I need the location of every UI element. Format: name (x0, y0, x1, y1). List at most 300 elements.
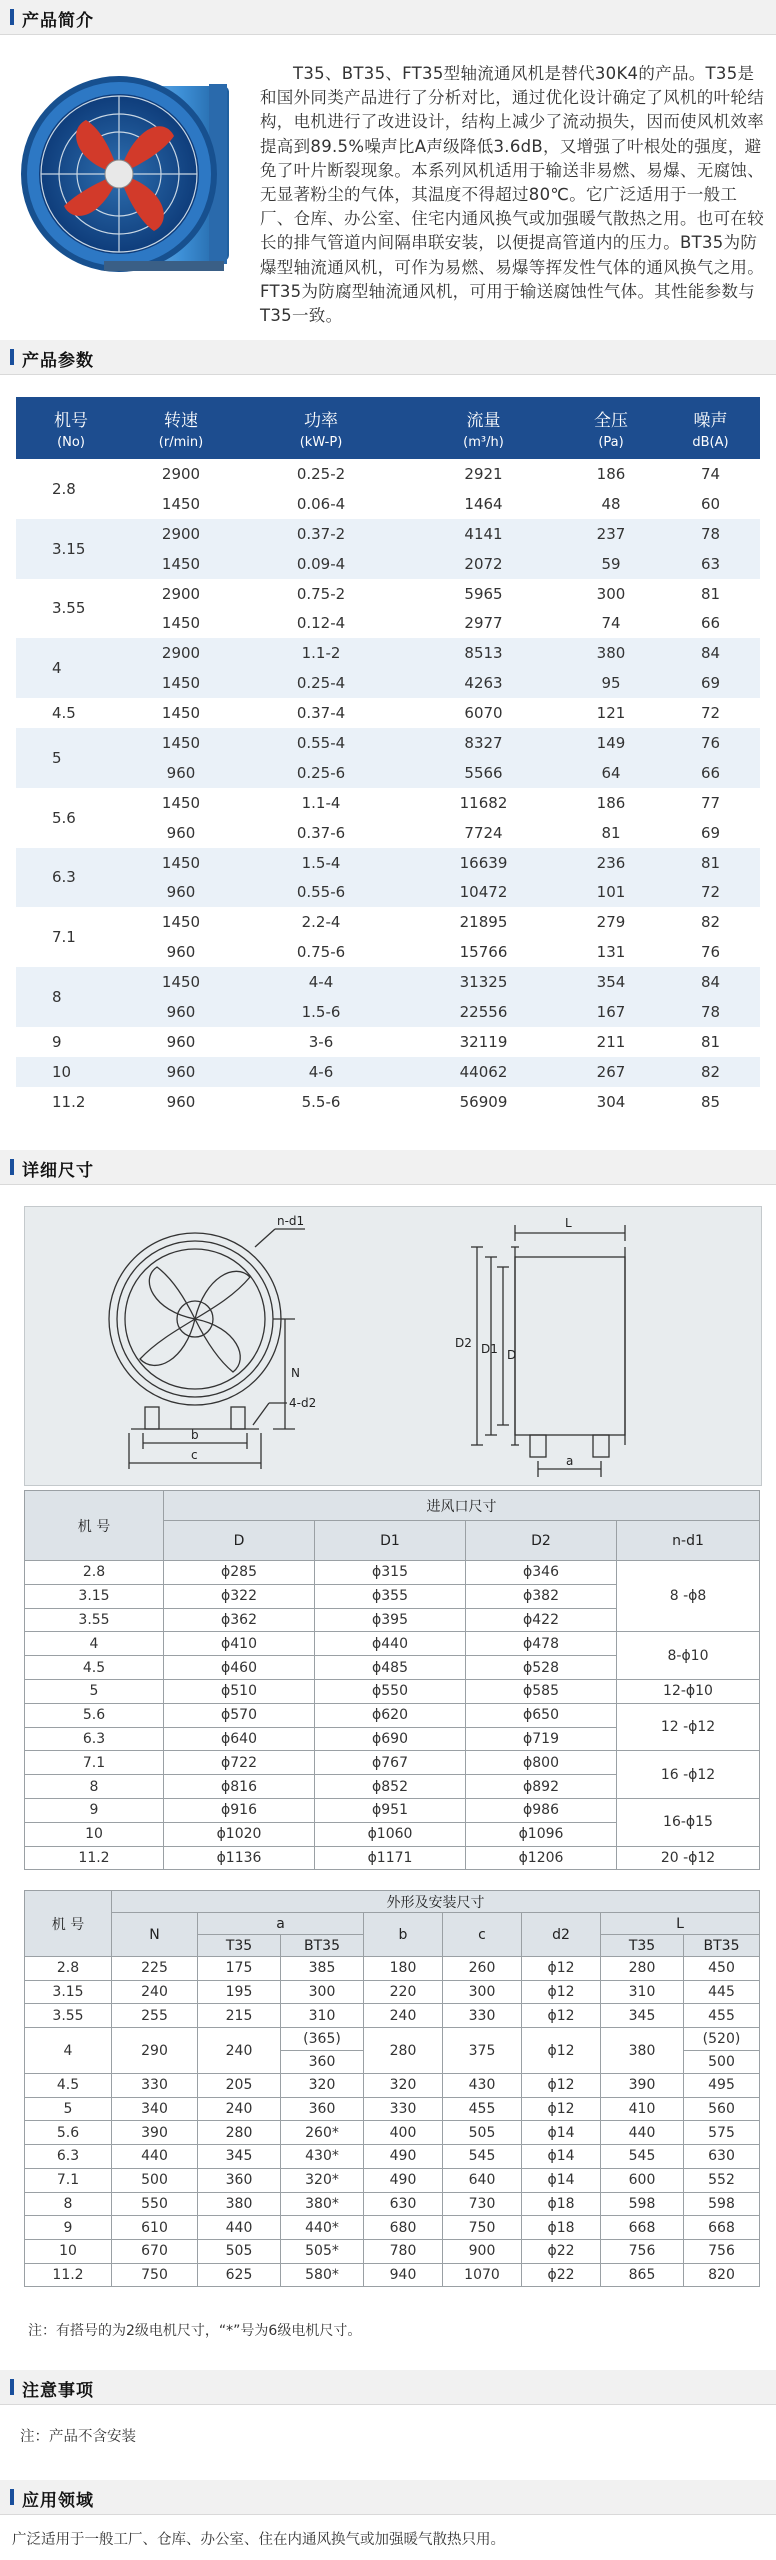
outline-cell: 8 (25, 2192, 112, 2216)
outline-cell: 380* (281, 2192, 364, 2216)
outline-header-c: c (443, 1913, 522, 1957)
outline-cell: 940 (364, 2263, 443, 2287)
param-cell: 21895 (406, 907, 561, 937)
outline-cell: 455 (443, 2097, 522, 2121)
outline-cell: ϕ12 (522, 2074, 601, 2098)
application-text: 广泛适用于一般工厂、仓库、办公室、住在内通风换气或加强暖气散热只用。 (12, 2532, 505, 2548)
param-row (16, 818, 760, 848)
param-cell: 81 (561, 818, 661, 848)
outline-header-a: a (198, 1913, 364, 1935)
outline-cell: 545 (601, 2145, 684, 2169)
inlet-cell: ϕ719 (466, 1727, 617, 1751)
inlet-cell: 4.5 (25, 1656, 164, 1680)
outline-cell: 6.3 (25, 2145, 112, 2169)
outline-cell: 205 (198, 2074, 281, 2098)
param-model-no: 7.1 (16, 907, 126, 967)
param-cell: 81 (661, 1027, 760, 1057)
param-model-no: 3.55 (16, 579, 126, 639)
inlet-cell: ϕ422 (466, 1608, 617, 1632)
inlet-cell: 2.8 (25, 1561, 164, 1585)
param-cell: 78 (661, 997, 760, 1027)
outline-cell: (365) 360 (281, 2028, 364, 2074)
outline-cell: 390 (601, 2074, 684, 2098)
outline-cell: ϕ14 (522, 2121, 601, 2145)
outline-cell: 598 (601, 2192, 684, 2216)
param-cell: 69 (661, 818, 760, 848)
outline-cell: 240 (364, 2004, 443, 2028)
outline-cell: 440 (601, 2121, 684, 2145)
param-row (16, 459, 760, 489)
label-D2: D2 (455, 1336, 472, 1350)
label-D: D (507, 1348, 517, 1362)
param-cell: 267 (561, 1057, 661, 1087)
param-cell: 2.2-4 (236, 907, 406, 937)
param-cell: 354 (561, 967, 661, 997)
inlet-cell: 3.15 (25, 1584, 164, 1608)
param-cell: 82 (661, 907, 760, 937)
inlet-cell: ϕ285 (164, 1561, 315, 1585)
inlet-cell: ϕ478 (466, 1632, 617, 1656)
section-header-application (0, 2480, 776, 2515)
outline-row (25, 2145, 760, 2169)
inlet-dimensions-table (24, 1490, 760, 1870)
param-cell: 84 (661, 638, 760, 668)
param-cell: 2900 (126, 459, 236, 489)
outline-dimensions-table (24, 1890, 760, 2287)
outline-cell: 430* (281, 2145, 364, 2169)
param-cell: 960 (126, 1057, 236, 1087)
section-header-params (0, 340, 776, 375)
label-d2: 4-d2 (289, 1396, 317, 1410)
param-header-2: 功率 (kW-P) (236, 397, 406, 459)
outline-row (25, 1980, 760, 2004)
outline-cell: 300 (281, 1980, 364, 2004)
param-cell: 31325 (406, 967, 561, 997)
param-header-5: 噪声 dB(A) (661, 397, 760, 459)
param-cell: 1.1-2 (236, 638, 406, 668)
param-cell: 6070 (406, 698, 561, 728)
inlet-cell: 6.3 (25, 1727, 164, 1751)
outline-cell: 340 (112, 2097, 198, 2121)
outline-cell: 750 (443, 2216, 522, 2240)
outline-cell: 575 (684, 2121, 760, 2145)
param-cell: 66 (661, 608, 760, 638)
param-cell: 66 (661, 758, 760, 788)
outline-cell: 780 (364, 2239, 443, 2263)
param-cell: 1.1-4 (236, 788, 406, 818)
outline-cell: ϕ14 (522, 2145, 601, 2169)
inlet-row (25, 1798, 760, 1822)
outline-row (25, 2168, 760, 2192)
outline-cell: 9 (25, 2216, 112, 2240)
param-cell: 10472 (406, 877, 561, 907)
outline-cell: 410 (601, 2097, 684, 2121)
param-cell: 186 (561, 788, 661, 818)
param-cell: 74 (661, 459, 760, 489)
inlet-cell: ϕ346 (466, 1561, 617, 1585)
outline-cell: 380 (601, 2028, 684, 2074)
outline-cell: 730 (443, 2192, 522, 2216)
outline-cell: 495 (684, 2074, 760, 2098)
outline-cell: 330 (364, 2097, 443, 2121)
inlet-row (25, 1703, 760, 1727)
outline-cell: 2.8 (25, 1957, 112, 1981)
label-c: c (191, 1448, 198, 1462)
outline-header-no: 机 号 (25, 1891, 112, 1957)
outline-cell: 630 (364, 2192, 443, 2216)
outline-cell: 865 (601, 2263, 684, 2287)
notes-text: 注：产品不含安装 (20, 2429, 136, 2445)
outline-cell: 900 (443, 2239, 522, 2263)
param-row (16, 907, 760, 937)
param-cell: 0.06-4 (236, 489, 406, 519)
param-row (16, 579, 760, 609)
outline-cell: 360 (281, 2097, 364, 2121)
inlet-cell: ϕ852 (315, 1775, 466, 1799)
outline-cell: 610 (112, 2216, 198, 2240)
section-title: 详细尺寸 (22, 1161, 94, 1181)
param-cell: 8513 (406, 638, 561, 668)
outline-cell: 375 (443, 2028, 522, 2074)
outline-header-l-t35: T35 (601, 1935, 684, 1957)
param-cell: 72 (661, 877, 760, 907)
param-cell: 64 (561, 758, 661, 788)
inlet-cell: ϕ485 (315, 1656, 466, 1680)
param-cell: 77 (661, 788, 760, 818)
outline-cell: 310 (601, 1980, 684, 2004)
inlet-header-D: D (164, 1521, 315, 1561)
outline-cell: 505 (198, 2239, 281, 2263)
param-cell: 236 (561, 848, 661, 878)
param-cell: 81 (661, 848, 760, 878)
param-cell: 0.55-6 (236, 877, 406, 907)
outline-cell: ϕ12 (522, 1980, 601, 2004)
param-row (16, 608, 760, 638)
param-cell: 1450 (126, 668, 236, 698)
param-cell: 5965 (406, 579, 561, 609)
param-row (16, 1057, 760, 1087)
label-L: L (565, 1216, 572, 1230)
outline-cell: 280 (198, 2121, 281, 2145)
param-row (16, 788, 760, 818)
outline-header-a-t35: T35 (198, 1935, 281, 1957)
param-cell: 960 (126, 997, 236, 1027)
inlet-cell: ϕ1020 (164, 1822, 315, 1846)
outline-cell: 560 (684, 2097, 760, 2121)
outline-cell: 552 (684, 2168, 760, 2192)
outline-header-group: 外形及安装尺寸 (112, 1891, 760, 1913)
outline-cell: 5.6 (25, 2121, 112, 2145)
param-cell: 1450 (126, 489, 236, 519)
inlet-cell: ϕ585 (466, 1679, 617, 1703)
inlet-header-nd1: n-d1 (617, 1521, 760, 1561)
outline-cell: 240 (198, 2028, 281, 2074)
inlet-cell: ϕ892 (466, 1775, 617, 1799)
param-cell: 74 (561, 608, 661, 638)
inlet-cell: ϕ460 (164, 1656, 315, 1680)
outline-cell: 668 (601, 2216, 684, 2240)
param-model-no: 9 (16, 1027, 126, 1057)
outline-cell: 505 (443, 2121, 522, 2145)
parameters-table (16, 397, 760, 1117)
param-cell: 0.37-6 (236, 818, 406, 848)
outline-cell: (520) 500 (684, 2028, 760, 2074)
param-row (16, 638, 760, 668)
param-cell: 4-4 (236, 967, 406, 997)
dimension-drawing (24, 1206, 762, 1486)
param-cell: 1.5-4 (236, 848, 406, 878)
outline-cell: 310 (281, 2004, 364, 2028)
param-cell: 186 (561, 459, 661, 489)
outline-cell: 668 (684, 2216, 760, 2240)
param-cell: 82 (661, 1057, 760, 1087)
outline-cell: 490 (364, 2168, 443, 2192)
inlet-cell: 9 (25, 1798, 164, 1822)
label-b: b (191, 1428, 199, 1442)
param-cell: 1450 (126, 698, 236, 728)
param-cell: 0.25-4 (236, 668, 406, 698)
param-cell: 2900 (126, 638, 236, 668)
outline-cell: 440* (281, 2216, 364, 2240)
param-cell: 211 (561, 1027, 661, 1057)
param-cell: 121 (561, 698, 661, 728)
param-cell: 85 (661, 1087, 760, 1117)
param-cell: 131 (561, 937, 661, 967)
param-cell: 0.37-4 (236, 698, 406, 728)
inlet-nd1-cell: 8 -ϕ8 (617, 1561, 760, 1632)
param-cell: 11682 (406, 788, 561, 818)
param-cell: 304 (561, 1087, 661, 1117)
section-header-details (0, 1150, 776, 1185)
outline-cell: 455 (684, 2004, 760, 2028)
param-row (16, 1027, 760, 1057)
outline-cell: 490 (364, 2145, 443, 2169)
outline-row (25, 2004, 760, 2028)
param-cell: 0.75-6 (236, 937, 406, 967)
param-cell: 0.09-4 (236, 549, 406, 579)
param-cell: 960 (126, 1027, 236, 1057)
outline-row (25, 2028, 760, 2074)
dimension-drawing-svg (25, 1207, 761, 1485)
outline-cell: 320* (281, 2168, 364, 2192)
param-cell: 237 (561, 519, 661, 549)
param-cell: 81 (661, 579, 760, 609)
inlet-row (25, 1632, 760, 1656)
inlet-cell: ϕ1096 (466, 1822, 617, 1846)
inlet-cell: ϕ440 (315, 1632, 466, 1656)
inlet-cell: 5 (25, 1679, 164, 1703)
outline-cell: 280 (601, 1957, 684, 1981)
inlet-row (25, 1679, 760, 1703)
param-model-no: 3.15 (16, 519, 126, 579)
param-cell: 84 (661, 967, 760, 997)
outline-cell: 5 (25, 2097, 112, 2121)
inlet-nd1-cell: 8-ϕ10 (617, 1632, 760, 1680)
outline-cell: 750 (112, 2263, 198, 2287)
outline-cell: 380 (198, 2192, 281, 2216)
outline-cell: 330 (443, 2004, 522, 2028)
outline-cell: 10 (25, 2239, 112, 2263)
inlet-cell: ϕ916 (164, 1798, 315, 1822)
outline-header-a-bt35: BT35 (281, 1935, 364, 1957)
intro-description: T35、BT35、FT35型轴流通风机是替代30K4的产品。T35是和国外同类产品进行了分析对比，通过优化设计确定了风机的叶轮结构，电机进行了改进设计，结构上减少了流动损失，因而使风机效率提高到89.5%噪声比A声级降低3.6dB，又增强了叶根处的强度，避免了叶片断裂现象。本系列风机适用于输送非易燃、易爆、无腐蚀、无显著粉尘的气体，其温度不得超过80℃。它广泛适用于一般工厂、仓库、办公室、住宅内通风换气或加强暖气散热之用。也可在较长的排气管道内间隔串联安装，以便提高管道内的压力。BT35为防爆型轴流通风机，可作为易燃、易爆等挥发性气体的通风换气之用。FT35为防腐型轴流通风机，可用于输送腐蚀性气体。其性能参数与T35一致。 (260, 64, 764, 326)
param-row (16, 967, 760, 997)
label-a: a (566, 1454, 574, 1468)
param-model-no: 6.3 (16, 848, 126, 908)
param-cell: 0.75-2 (236, 579, 406, 609)
outline-cell: ϕ12 (522, 2004, 601, 2028)
param-cell: 960 (126, 937, 236, 967)
section-header-notes (0, 2370, 776, 2405)
outline-cell: ϕ12 (522, 2097, 601, 2121)
inlet-cell: 7.1 (25, 1751, 164, 1775)
param-row (16, 489, 760, 519)
outline-cell: ϕ18 (522, 2192, 601, 2216)
param-cell: 1450 (126, 788, 236, 818)
param-cell: 960 (126, 818, 236, 848)
param-cell: 78 (661, 519, 760, 549)
outline-cell: ϕ22 (522, 2263, 601, 2287)
outline-header-d2: d2 (522, 1913, 601, 1957)
param-cell: 0.55-4 (236, 728, 406, 758)
param-cell: 1450 (126, 728, 236, 758)
param-cell: 76 (661, 937, 760, 967)
outline-cell: 3.15 (25, 1980, 112, 2004)
param-row (16, 698, 760, 728)
param-cell: 1450 (126, 967, 236, 997)
param-model-no: 4.5 (16, 698, 126, 728)
inlet-row (25, 1561, 760, 1585)
inlet-row (25, 1751, 760, 1775)
section-header-intro (0, 0, 776, 35)
outline-cell: ϕ22 (522, 2239, 601, 2263)
param-model-no: 8 (16, 967, 126, 1027)
outline-cell: 598 (684, 2192, 760, 2216)
inlet-cell: ϕ570 (164, 1703, 315, 1727)
inlet-cell: ϕ816 (164, 1775, 315, 1799)
outline-cell: 360 (198, 2168, 281, 2192)
inlet-cell: ϕ986 (466, 1798, 617, 1822)
outline-cell: 220 (364, 1980, 443, 2004)
inlet-cell: ϕ395 (315, 1608, 466, 1632)
param-header-1: 转速 (r/min) (126, 397, 236, 459)
param-model-no: 5 (16, 728, 126, 788)
param-cell: 59 (561, 549, 661, 579)
param-cell: 1.5-6 (236, 997, 406, 1027)
param-cell: 167 (561, 997, 661, 1027)
param-row (16, 848, 760, 878)
outline-cell: 11.2 (25, 2263, 112, 2287)
outline-cell: 400 (364, 2121, 443, 2145)
param-cell: 2900 (126, 579, 236, 609)
inlet-cell: ϕ951 (315, 1798, 466, 1822)
outline-cell: 390 (112, 2121, 198, 2145)
outline-cell: 240 (198, 2097, 281, 2121)
inlet-header-no: 机 号 (25, 1491, 164, 1561)
param-cell: 300 (561, 579, 661, 609)
outline-cell: 445 (684, 1980, 760, 2004)
outline-cell: 240 (112, 1980, 198, 2004)
outline-cell: ϕ18 (522, 2216, 601, 2240)
outline-cell: 385 (281, 1957, 364, 1981)
param-cell: 279 (561, 907, 661, 937)
label-D1: D1 (481, 1342, 498, 1356)
param-cell: 69 (661, 668, 760, 698)
inlet-row (25, 1846, 760, 1870)
outline-cell: 195 (198, 1980, 281, 2004)
outline-cell: 345 (198, 2145, 281, 2169)
param-row (16, 1087, 760, 1117)
inlet-nd1-cell: 12-ϕ10 (617, 1679, 760, 1703)
param-header-3: 流量 (m³/h) (406, 397, 561, 459)
param-cell: 5566 (406, 758, 561, 788)
param-cell: 32119 (406, 1027, 561, 1057)
param-cell: 0.25-2 (236, 459, 406, 489)
param-cell: 5.5-6 (236, 1087, 406, 1117)
section-title: 注意事项 (22, 2381, 94, 2401)
param-cell: 3-6 (236, 1027, 406, 1057)
inlet-cell: ϕ620 (315, 1703, 466, 1727)
param-row (16, 519, 760, 549)
inlet-cell: ϕ1206 (466, 1846, 617, 1870)
outline-row (25, 2216, 760, 2240)
table-footnote: 注：有搭号的为2级电机尺寸，“*”号为6级电机尺寸。 (28, 2323, 362, 2339)
section-title: 产品参数 (22, 351, 94, 371)
inlet-cell: ϕ355 (315, 1584, 466, 1608)
inlet-cell: ϕ1171 (315, 1846, 466, 1870)
label-nd1: n-d1 (277, 1214, 305, 1228)
inlet-cell: 3.55 (25, 1608, 164, 1632)
outline-cell: 756 (601, 2239, 684, 2263)
outline-cell: 1070 (443, 2263, 522, 2287)
param-cell: 2900 (126, 519, 236, 549)
outline-cell: 625 (198, 2263, 281, 2287)
param-cell: 2921 (406, 459, 561, 489)
outline-cell: 450 (684, 1957, 760, 1981)
inlet-nd1-cell: 20 -ϕ12 (617, 1846, 760, 1870)
param-cell: 1450 (126, 907, 236, 937)
param-cell: 56909 (406, 1087, 561, 1117)
inlet-header-group: 进风口尺寸 (164, 1491, 760, 1521)
outline-cell: 3.55 (25, 2004, 112, 2028)
outline-cell: 600 (601, 2168, 684, 2192)
inlet-cell: ϕ722 (164, 1751, 315, 1775)
param-cell: 8327 (406, 728, 561, 758)
param-cell: 16639 (406, 848, 561, 878)
param-cell: 15766 (406, 937, 561, 967)
outline-cell: 180 (364, 1957, 443, 1981)
param-cell: 960 (126, 877, 236, 907)
outline-cell: 505* (281, 2239, 364, 2263)
param-cell: 63 (661, 549, 760, 579)
outline-row (25, 2239, 760, 2263)
outline-row (25, 2097, 760, 2121)
inlet-cell: ϕ362 (164, 1608, 315, 1632)
inlet-cell: ϕ510 (164, 1679, 315, 1703)
inlet-nd1-cell: 16-ϕ15 (617, 1798, 760, 1846)
param-model-no: 2.8 (16, 459, 126, 519)
axial-fan-image (14, 56, 254, 296)
outline-cell: 280 (364, 2028, 443, 2074)
section-title: 应用领域 (22, 2491, 94, 2511)
inlet-cell: 5.6 (25, 1703, 164, 1727)
outline-cell: 225 (112, 1957, 198, 1981)
outline-cell: 4.5 (25, 2074, 112, 2098)
param-cell: 22556 (406, 997, 561, 1027)
outline-cell: 756 (684, 2239, 760, 2263)
param-model-no: 5.6 (16, 788, 126, 848)
param-cell: 0.12-4 (236, 608, 406, 638)
